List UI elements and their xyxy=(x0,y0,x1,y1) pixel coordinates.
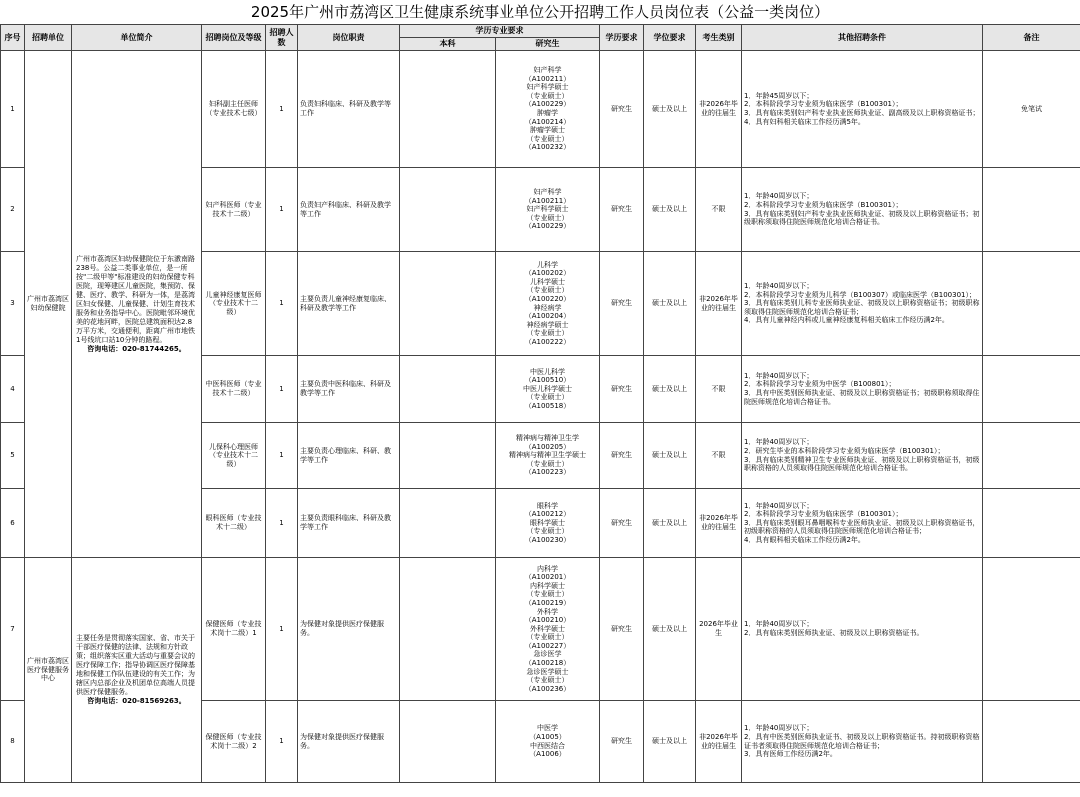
cell-edu: 研究生 xyxy=(600,423,644,489)
cell-count: 1 xyxy=(266,356,298,423)
header-seq: 序号 xyxy=(1,25,25,51)
cell-post: 妇产科医师（专业技术十二级） xyxy=(202,168,266,252)
cell-note xyxy=(983,558,1080,701)
cell-count: 1 xyxy=(266,252,298,356)
cell-other: 1．年龄45周岁以下； 2．本科阶段学习专业须为临床医学（B100301）； 3．具有临床类别妇产科专业执业医师执业证、副高级及以上职称资格证书； 4．具有妇科相关临床工作经历满5年。 xyxy=(742,51,983,168)
header-grad: 研究生 xyxy=(496,38,600,51)
cell-duty: 为保健对象提供医疗保健服务。 xyxy=(298,558,400,701)
cell-duty: 主要负责眼科临床、科研及教学等工作 xyxy=(298,489,400,558)
cell-undergrad xyxy=(400,701,496,783)
cell-duty: 主要负责心理临床、科研、教学等工作 xyxy=(298,423,400,489)
cell-seq: 6 xyxy=(1,489,25,558)
cell-grad: 眼科学 （A100212） 眼科学硕士 （专业硕士） （A100230） xyxy=(496,489,600,558)
cell-other: 1．年龄40周岁以下； 2．本科阶段学习专业须为儿科学（B100307）或临床医学（B100301）； 3．具有临床类别儿科专业医师执业证、初级及以上职称资格证书；初级职称须取得住院医师规范化培训合格证书； 4．具有儿童神经内科或儿童神经康复科相关临床工作经历满2年。 xyxy=(742,252,983,356)
cell-note: 免笔试 xyxy=(983,51,1080,168)
table-row xyxy=(1,51,1080,168)
cell-post: 保健医师（专业技术岗十二级）2 xyxy=(202,701,266,783)
table-row xyxy=(1,558,1080,701)
cell-duty: 为保健对象提供医疗保健服务。 xyxy=(298,701,400,783)
cell-type: 不限 xyxy=(696,423,742,489)
header-edu: 学历要求 xyxy=(600,25,644,51)
cell-count: 1 xyxy=(266,423,298,489)
cell-degree: 硕士及以上 xyxy=(644,489,696,558)
header-type: 考生类别 xyxy=(696,25,742,51)
cell-undergrad xyxy=(400,51,496,168)
cell-note xyxy=(983,489,1080,558)
cell-type: 不限 xyxy=(696,168,742,252)
cell-degree: 硕士及以上 xyxy=(644,51,696,168)
cell-other: 1．年龄40周岁以下； 2．研究生毕业的本科阶段学习专业须为临床医学（B100301）； 3．具有临床类别精神卫生专业医师执业证、初级及以上职称资格证书，初级职称资格的人员须取得住院医师规范化培训合格证书。 xyxy=(742,423,983,489)
header-post: 招聘岗位及等级 xyxy=(202,25,266,51)
unit-phone: 咨询电话：020-81569263。 xyxy=(87,697,186,705)
cell-post: 保健医师（专业技术岗十二级）1 xyxy=(202,558,266,701)
cell-undergrad xyxy=(400,356,496,423)
cell-note xyxy=(983,168,1080,252)
cell-note xyxy=(983,356,1080,423)
cell-other: 1．年龄40周岁以下； 2．本科阶段学习专业须为中医学（B100801）； 3．具有中医类别医师执业证、初级及以上职称资格证书；初级职称须取得住院医师规范化培训合格证书。 xyxy=(742,356,983,423)
cell-degree: 硕士及以上 xyxy=(644,252,696,356)
unit-phone: 咨询电话：020-81744265。 xyxy=(87,344,186,353)
cell-other: 1．年龄40周岁以下； 2．本科阶段学习专业须为临床医学（B100301）； 3．具有临床类别眼耳鼻咽喉科专业医师执业证、初级及以上职称资格证书，初级职称资格的人员须取得住院医师规范化培训合格证书； 4．具有眼科相关临床工作经历满2年。 xyxy=(742,489,983,558)
cell-degree: 硕士及以上 xyxy=(644,558,696,701)
unit-intro-text: 广州市荔湾区妇幼保健院位于东漖南路238号。公益二类事业单位，是一所按"二级甲等"标准建设的妇幼保健专科医院，现筹建区儿童医院，集预防、保健、医疗、教学、科研为一体，是荔湾区妇女保健、儿童保健、计划生育技术服务和业务指导中心。医院毗邻环境优美的花地河畔，医院总建筑面积达2.8万平方米，交通便利，距离广州市地铁1号线坑口站10分钟的路程。 xyxy=(76,254,195,344)
cell-undergrad xyxy=(400,489,496,558)
cell-seq: 8 xyxy=(1,701,25,783)
cell-type: 非2026年毕业的往届生 xyxy=(696,252,742,356)
cell-note xyxy=(983,252,1080,356)
positions-table xyxy=(0,24,1080,783)
page-title: 2025年广州市荔湾区卫生健康系统事业单位公开招聘工作人员岗位表（公益一类岗位） xyxy=(250,3,830,21)
cell-type: 非2026年毕业的往届生 xyxy=(696,489,742,558)
cell-post: 儿童神经康复医师（专业技术十二级） xyxy=(202,252,266,356)
cell-post: 儿保科心理医师（专业技术十二级） xyxy=(202,423,266,489)
cell-intro xyxy=(72,558,202,783)
cell-duty: 负责妇科临床、科研及教学等工作 xyxy=(298,51,400,168)
cell-other: 1．年龄40周岁以下； 2．本科阶段学习专业须为临床医学（B100301）； 3．具有临床类别妇产科专业执业医师执业证、初级及以上职称资格证书；初级职称须取得住院医师规范化培训合格证书。 xyxy=(742,168,983,252)
cell-other: 1．年龄40周岁以下； 2．具有中医类别医师执业证书、初级及以上职称资格证书。持初级职称资格证书者须取得住院医师规范化培训合格证书； 3．具有医师工作经历满2年。 xyxy=(742,701,983,783)
cell-unit: 广州市荔湾区妇幼保健院 xyxy=(25,51,72,558)
cell-degree: 硕士及以上 xyxy=(644,423,696,489)
cell-intro xyxy=(72,51,202,558)
unit-intro-text: 主要任务是贯彻落实国家、省、市关于干部医疗保健的法律、法规和方针政策；组织落实区重大活动与重要会议的医疗保障工作；指导协调区医疗保障基地和保健工作队伍建设的有关工作；为辖区内总部企业及机团单位高端人员提供医疗保健服务。 xyxy=(76,634,195,696)
cell-grad: 精神病与精神卫生学 （A100205） 精神病与精神卫生学硕士 （专业硕士） （A100223） xyxy=(496,423,600,489)
cell-seq: 5 xyxy=(1,423,25,489)
cell-edu: 研究生 xyxy=(600,356,644,423)
cell-note xyxy=(983,423,1080,489)
cell-grad: 儿科学 （A100202） 儿科学硕士 （专业硕士） （A100220） 神经病学 （A100204） 神经病学硕士 （专业硕士） （A100222） xyxy=(496,252,600,356)
cell-note xyxy=(983,701,1080,783)
cell-grad: 中医学 （A1005） 中西医结合 （A1006） xyxy=(496,701,600,783)
cell-post: 妇科副主任医师（专业技术七级） xyxy=(202,51,266,168)
cell-count: 1 xyxy=(266,51,298,168)
cell-grad: 内科学 （A100201） 内科学硕士 （专业硕士） （A100219） 外科学 （A100210） 外科学硕士 （专业硕士） （A100227） 急诊医学 （A100218） 急诊医学硕士 （专业硕士） （A100236） xyxy=(496,558,600,701)
cell-duty: 负责妇产科临床、科研及教学等工作 xyxy=(298,168,400,252)
cell-seq: 1 xyxy=(1,51,25,168)
cell-type: 不限 xyxy=(696,356,742,423)
cell-seq: 2 xyxy=(1,168,25,252)
cell-count: 1 xyxy=(266,701,298,783)
cell-edu: 研究生 xyxy=(600,489,644,558)
cell-seq: 4 xyxy=(1,356,25,423)
cell-post: 眼科医师（专业技术十二级） xyxy=(202,489,266,558)
cell-edu: 研究生 xyxy=(600,558,644,701)
cell-type: 2026年毕业生 xyxy=(696,558,742,701)
cell-edu: 研究生 xyxy=(600,701,644,783)
cell-duty: 主要负责儿童神经康复临床、科研及教学等工作 xyxy=(298,252,400,356)
header-degree: 学位要求 xyxy=(644,25,696,51)
header-undergrad: 本科 xyxy=(400,38,496,51)
header-count: 招聘人数 xyxy=(266,25,298,51)
cell-undergrad xyxy=(400,252,496,356)
cell-duty: 主要负责中医科临床、科研及教学等工作 xyxy=(298,356,400,423)
cell-grad: 妇产科学 （A100211） 妇产科学硕士 （专业硕士） （A100229） 肿瘤学 （A100214） 肿瘤学硕士 （专业硕士） （A100232） xyxy=(496,51,600,168)
header-note: 备注 xyxy=(983,25,1080,51)
cell-degree: 硕士及以上 xyxy=(644,168,696,252)
header-major: 学历专业要求 xyxy=(400,25,600,38)
cell-edu: 研究生 xyxy=(600,252,644,356)
cell-degree: 硕士及以上 xyxy=(644,356,696,423)
cell-type: 非2026年毕业的往届生 xyxy=(696,701,742,783)
cell-undergrad xyxy=(400,558,496,701)
cell-edu: 研究生 xyxy=(600,51,644,168)
header-intro: 单位简介 xyxy=(72,25,202,51)
header-other: 其他招聘条件 xyxy=(742,25,983,51)
cell-seq: 7 xyxy=(1,558,25,701)
cell-edu: 研究生 xyxy=(600,168,644,252)
cell-grad: 中医儿科学 （A100510） 中医儿科学硕士 （专业硕士） （A100518） xyxy=(496,356,600,423)
cell-degree: 硕士及以上 xyxy=(644,701,696,783)
cell-seq: 3 xyxy=(1,252,25,356)
cell-unit: 广州市荔湾区医疗保健服务中心 xyxy=(25,558,72,783)
cell-count: 1 xyxy=(266,558,298,701)
header-unit: 招聘单位 xyxy=(25,25,72,51)
cell-type: 非2026年毕业的往届生 xyxy=(696,51,742,168)
header-duty: 岗位职责 xyxy=(298,25,400,51)
cell-count: 1 xyxy=(266,489,298,558)
cell-other: 1．年龄40周岁以下； 2．具有临床类别医师执业证、初级及以上职称资格证书。 xyxy=(742,558,983,701)
cell-undergrad xyxy=(400,168,496,252)
cell-grad: 妇产科学 （A100211） 妇产科学硕士 （专业硕士） （A100229） xyxy=(496,168,600,252)
cell-undergrad xyxy=(400,423,496,489)
cell-post: 中医科医师（专业技术十二级） xyxy=(202,356,266,423)
cell-count: 1 xyxy=(266,168,298,252)
